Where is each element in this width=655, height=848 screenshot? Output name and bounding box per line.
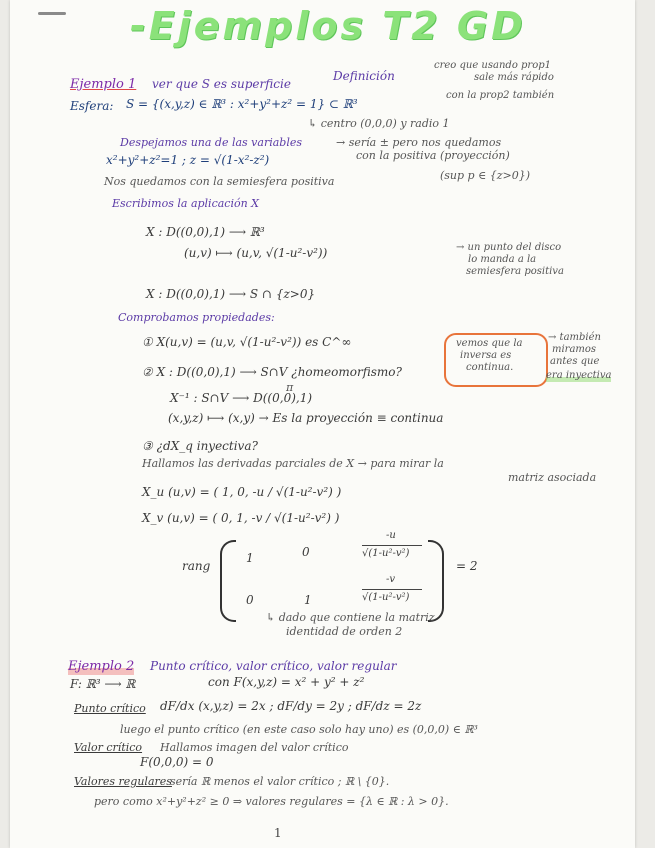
rank-label: rang (182, 559, 211, 573)
inverse-pi: π (286, 381, 294, 394)
matrix-fraction-bar-1 (362, 545, 422, 546)
sphere-equation: S = {(x,y,z) ∈ ℝ³ : x²+y²+z² = 1} ⊂ ℝ³ (126, 97, 358, 111)
map-x-restricted: X : D((0,0),1) ⟶ S ∩ {z>0} (146, 287, 316, 301)
critical-value-text: Hallamos imagen del valor crítico (160, 741, 349, 754)
hemisphere-note: Nos quedamos con la semiesfera positiva (104, 175, 335, 188)
critical-point-label: Punto crítico (74, 702, 146, 715)
derivative-xu: X_u (u,v) = ( 1, 0, -u / √(1-u²-v²) ) (142, 485, 342, 499)
property-2: ② X : D((0,0),1) ⟶ S∩V ¿homeomorfismo? (142, 365, 402, 379)
matrix-cell-13-num: -u (386, 530, 396, 541)
regular-values-label: Valores regulares (74, 775, 172, 788)
example2-header: Punto crítico, valor crítico, valor regular (150, 659, 397, 673)
critical-point-conclusion: luego el punto crítico (en este caso solo hay uno) es (0,0,0) ∈ ℝ³ (120, 723, 478, 736)
box-line-1: vemos que la (456, 338, 523, 349)
side-note-4: era inyectiva (546, 370, 612, 381)
partial-derivatives-note: Hallamos las derivadas parciales de X → para mirar la (142, 457, 444, 470)
side-note-2: miramos (552, 344, 597, 355)
note-prop2: con la prop2 también (446, 90, 555, 101)
disk-point-note1: → un punto del disco (456, 242, 562, 253)
example1-statement: ver que S es superficie (152, 77, 291, 91)
property-3: ③ ¿dX_q inyectiva? (142, 439, 258, 453)
support-note: (sup p ∈ {z>0}) (440, 169, 531, 182)
page-number: 1 (274, 826, 282, 840)
critical-value-label: Valor crítico (74, 741, 143, 754)
function-map: F: ℝ³ ⟶ ℝ (70, 677, 136, 691)
disk-point-note2: lo manda a la (468, 254, 537, 265)
note-prop1: creo que usando prop1 (434, 60, 551, 71)
definition-label: Definición (333, 69, 395, 83)
inverse-formula: (x,y,z) ⟼ (x,y) → Es la proyección ≡ continua (168, 411, 444, 425)
example1-label: Ejemplo 1 (70, 77, 137, 92)
derivative-xv: X_v (u,v) = ( 0, 1, -v / √(1-u²-v²) ) (142, 511, 340, 525)
isolate-variable-heading: Despejamos una de las variables (120, 136, 302, 149)
positive-projection-note: con la positiva (proyección) (356, 149, 510, 162)
page-dash-mark (38, 12, 66, 15)
matrix-cell-21: 0 (246, 593, 254, 607)
sphere-label: Esfera: (70, 99, 114, 113)
matrix-right-bracket (428, 540, 444, 622)
associated-matrix-note: matriz asociada (508, 471, 597, 484)
center-radius-note: ↳ centro (0,0,0) y radio 1 (308, 117, 450, 130)
write-map-heading: Escribimos la aplicación X (112, 197, 260, 210)
check-properties-heading: Comprobamos propiedades: (118, 311, 275, 324)
matrix-cell-23-den: √(1-u²-v²) (362, 592, 410, 603)
matrix-fraction-bar-2 (362, 589, 422, 590)
page-title: -Ejemplos T2 GD (130, 4, 526, 48)
critical-value-eq: F(0,0,0) = 0 (140, 755, 214, 769)
rank-result: = 2 (456, 559, 478, 573)
identity-note-2: identidad de orden 2 (286, 625, 403, 638)
function-definition: con F(x,y,z) = x² + y² + z² (208, 675, 365, 689)
disk-point-note3: semiesfera positiva (466, 266, 564, 277)
example2-label: Ejemplo 2 (68, 659, 135, 674)
regular-values-text: sería ℝ menos el valor crítico ; ℝ \ {0}. (170, 775, 390, 788)
notebook-page (10, 0, 635, 848)
matrix-left-bracket (220, 540, 236, 622)
matrix-cell-23-num: -v (386, 574, 396, 585)
identity-note-1: ↳ dado que contiene la matriz (266, 611, 435, 624)
box-line-3: continua. (466, 362, 514, 373)
box-line-2: inversa es (460, 350, 512, 361)
inverse-map: X⁻¹ : S∩V ⟶ D((0,0),1) (170, 391, 313, 405)
critical-point-derivatives: dF/dx (x,y,z) = 2x ; dF/dy = 2y ; dF/dz = 2z (160, 699, 422, 713)
plus-minus-note: → sería ± pero nos quedamos (336, 136, 502, 149)
matrix-cell-13-den: √(1-u²-v²) (362, 548, 410, 559)
regular-values-conclusion: pero como x²+y²+z² ≥ 0 ⇒ valores regulares = {λ ∈ ℝ : λ > 0}. (94, 795, 449, 808)
matrix-cell-12: 0 (302, 545, 310, 559)
isolate-equation: x²+y²+z²=1 ; z = √(1-x²-z²) (106, 153, 270, 167)
property-1: ① X(u,v) = (u,v, √(1-u²-v²)) es C^∞ (142, 335, 352, 349)
side-note-1: → también (548, 332, 601, 343)
note-faster: sale más rápido (474, 72, 554, 83)
map-x-formula: (u,v) ⟼ (u,v, √(1-u²-v²)) (184, 246, 328, 260)
matrix-cell-22: 1 (304, 593, 312, 607)
side-note-3: antes que (550, 356, 600, 367)
map-x-domain: X : D((0,0),1) ⟶ ℝ³ (146, 225, 265, 239)
matrix-cell-11: 1 (246, 551, 254, 565)
